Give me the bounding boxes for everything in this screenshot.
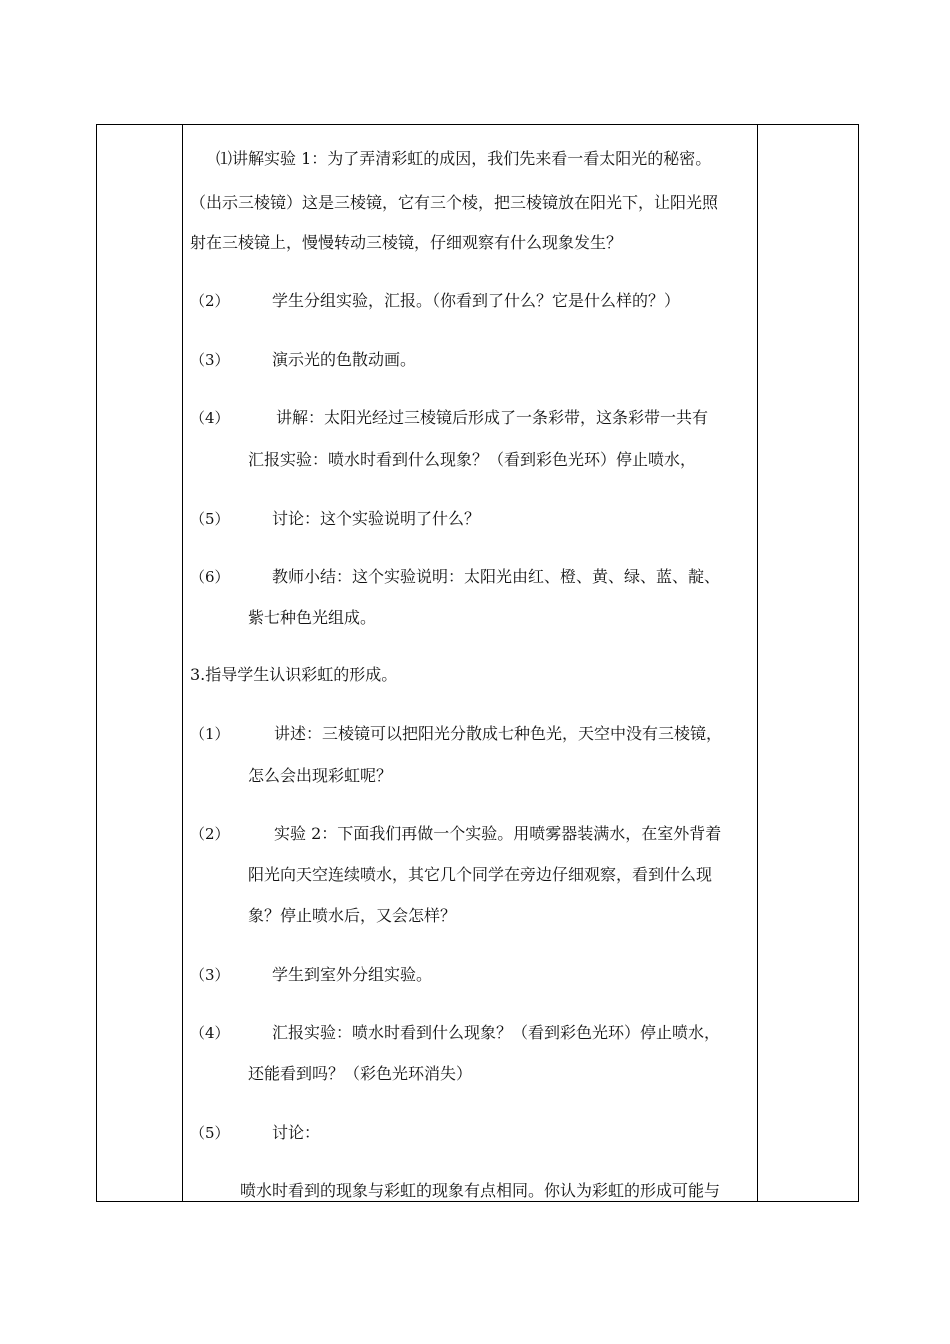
list-number: （2） (190, 825, 230, 843)
list-number: （5） (190, 510, 230, 528)
column-divider-left (182, 125, 183, 1201)
list-number: （1） (190, 725, 230, 743)
text-line: 紫七种色光组成。 (248, 608, 377, 627)
text-line: 讨论：这个实验说明了什么？ (272, 509, 481, 528)
list-number: （4） (190, 409, 230, 427)
section-heading: 3.指导学生认识彩虹的形成。 (190, 665, 398, 684)
text-line: 教师小结：这个实验说明：太阳光由红、橙、黄、绿、蓝、靛、 (272, 567, 721, 586)
text-line: 学生分组实验，汇报。（你看到了什么？它是什么样的？） (272, 291, 681, 310)
text-line: 喷水时看到的现象与彩虹的现象有点相同。你认为彩虹的形成可能与 (240, 1181, 721, 1200)
text-line: 汇报实验：喷水时看到什么现象？（看到彩色光环）停止喷水， (272, 1023, 721, 1042)
text-line: 讨论： (272, 1123, 321, 1142)
text-line: 射在三棱镜上，慢慢转动三棱镜，仔细观察有什么现象发生？ (190, 233, 623, 252)
column-divider-right (757, 125, 758, 1201)
list-number: （6） (190, 568, 230, 586)
list-number: （3） (190, 351, 230, 369)
text-line: （出示三棱镜）这是三棱镜，它有三个棱，把三棱镜放在阳光下，让阳光照 (190, 193, 719, 212)
list-number: （2） (190, 292, 230, 310)
text-line: 讲述：三棱镜可以把阳光分散成七种色光，天空中没有三棱镜， (274, 724, 723, 743)
list-number: （5） (190, 1124, 230, 1142)
text-line: 演示光的色散动画。 (272, 350, 417, 369)
text-line: 怎么会出现彩虹呢？ (248, 766, 393, 785)
list-number: （3） (190, 966, 230, 984)
list-number: （4） (190, 1024, 230, 1042)
text-line: 象？停止喷水后，又会怎样？ (248, 906, 457, 925)
text-line: 阳光向天空连续喷水，其它几个同学在旁边仔细观察，看到什么现 (248, 865, 713, 884)
text-line: 学生到室外分组实验。 (272, 965, 433, 984)
text-line: ⑴讲解实验 1：为了弄清彩虹的成因，我们先来看一看太阳光的秘密。 (216, 149, 712, 168)
text-line: 还能看到吗？（彩色光环消失） (248, 1064, 473, 1083)
text-line: 汇报实验：喷水时看到什么现象？（看到彩色光环）停止喷水， (248, 450, 697, 469)
text-line: 实验 2：下面我们再做一个实验。用喷雾器装满水，在室外背着 (274, 824, 722, 843)
text-line: 讲解：太阳光经过三棱镜后形成了一条彩带，这条彩带一共有 (276, 408, 709, 427)
